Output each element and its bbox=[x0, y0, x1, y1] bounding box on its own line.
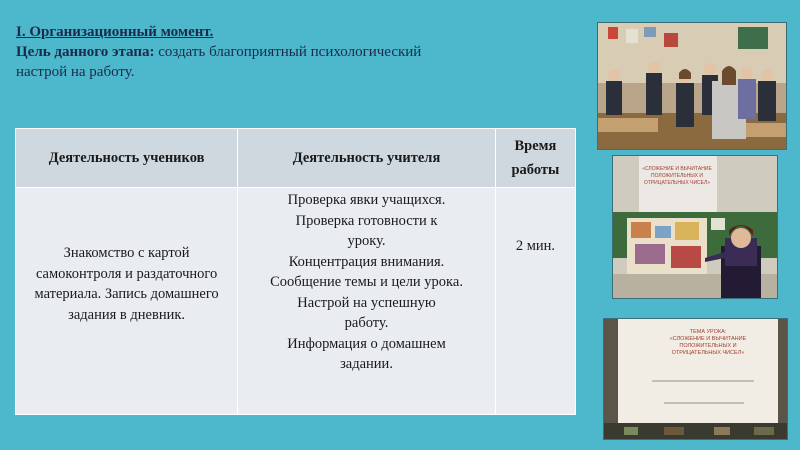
goal-text-cont: настрой на работу. bbox=[16, 64, 135, 80]
classroom-photo-art bbox=[598, 23, 786, 149]
svg-text:ПОЛОЖИТЕЛЬНЫХ И: ПОЛОЖИТЕЛЬНЫХ И bbox=[650, 173, 704, 179]
header-students: Деятельность учеников bbox=[16, 129, 238, 188]
header-time-l2: работы bbox=[511, 162, 560, 178]
teacher-line: Проверка явки учащихся. bbox=[287, 192, 446, 208]
teacher-line: уроку. bbox=[347, 233, 386, 249]
students-line: самоконтроля и раздаточного bbox=[35, 265, 218, 282]
svg-text:ПОЛОЖИТЕЛЬНЫХ И: ПОЛОЖИТЕЛЬНЫХ И bbox=[679, 343, 737, 349]
teacher-line: Сообщение темы и цели урока. bbox=[270, 274, 463, 290]
teacher-line: Настрой на успешную bbox=[297, 294, 436, 311]
activity-table bbox=[15, 128, 576, 415]
classroom-photo bbox=[597, 22, 787, 150]
teacher-board-photo bbox=[612, 155, 778, 299]
projected-slide-photo bbox=[603, 318, 788, 440]
teacher-cell bbox=[238, 188, 496, 415]
teacher-line: задании. bbox=[340, 356, 393, 372]
teacher-board-photo-art bbox=[613, 156, 777, 298]
teacher-line: Концентрация внимания. bbox=[288, 253, 445, 270]
goal-label: Цель данного этапа: bbox=[16, 44, 155, 60]
slide-header bbox=[16, 22, 576, 82]
time-cell: 2 мин. bbox=[495, 188, 575, 415]
teacher-line: работу. bbox=[344, 315, 389, 331]
header-teacher: Деятельность учителя bbox=[238, 129, 496, 188]
table-header-row bbox=[16, 129, 576, 188]
header-time bbox=[495, 129, 575, 188]
goal-line bbox=[16, 42, 576, 62]
students-cell bbox=[16, 188, 238, 415]
svg-text:«СЛОЖЕНИЕ И ВЫЧИТАНИЕ: «СЛОЖЕНИЕ И ВЫЧИТАНИЕ bbox=[669, 336, 747, 342]
section-title: I. Организационный момент. bbox=[16, 24, 214, 40]
header-time-l1: Время bbox=[514, 138, 557, 154]
table-row bbox=[16, 188, 576, 415]
svg-text:«СЛОЖЕНИЕ И ВЫЧИТАНИЕ: «СЛОЖЕНИЕ И ВЫЧИТАНИЕ bbox=[642, 166, 712, 172]
goal-text: создать благоприятный психологический bbox=[154, 44, 422, 60]
students-line: задания в дневник. bbox=[68, 306, 186, 323]
svg-text:ТЕМА УРОКА:: ТЕМА УРОКА: bbox=[689, 329, 727, 335]
students-line: материала. Запись домашнего bbox=[34, 286, 219, 302]
svg-text:ОТРИЦАТЕЛЬНЫХ ЧИСЕЛ»: ОТРИЦАТЕЛЬНЫХ ЧИСЕЛ» bbox=[671, 350, 745, 356]
students-line: Знакомство с картой bbox=[63, 245, 190, 261]
projected-slide-photo-art bbox=[604, 319, 787, 439]
svg-text:ОТРИЦАТЕЛЬНЫХ ЧИСЕЛ»: ОТРИЦАТЕЛЬНЫХ ЧИСЕЛ» bbox=[643, 180, 711, 186]
teacher-line: Информация о домашнем bbox=[287, 335, 446, 352]
teacher-line: Проверка готовности к bbox=[295, 212, 438, 229]
